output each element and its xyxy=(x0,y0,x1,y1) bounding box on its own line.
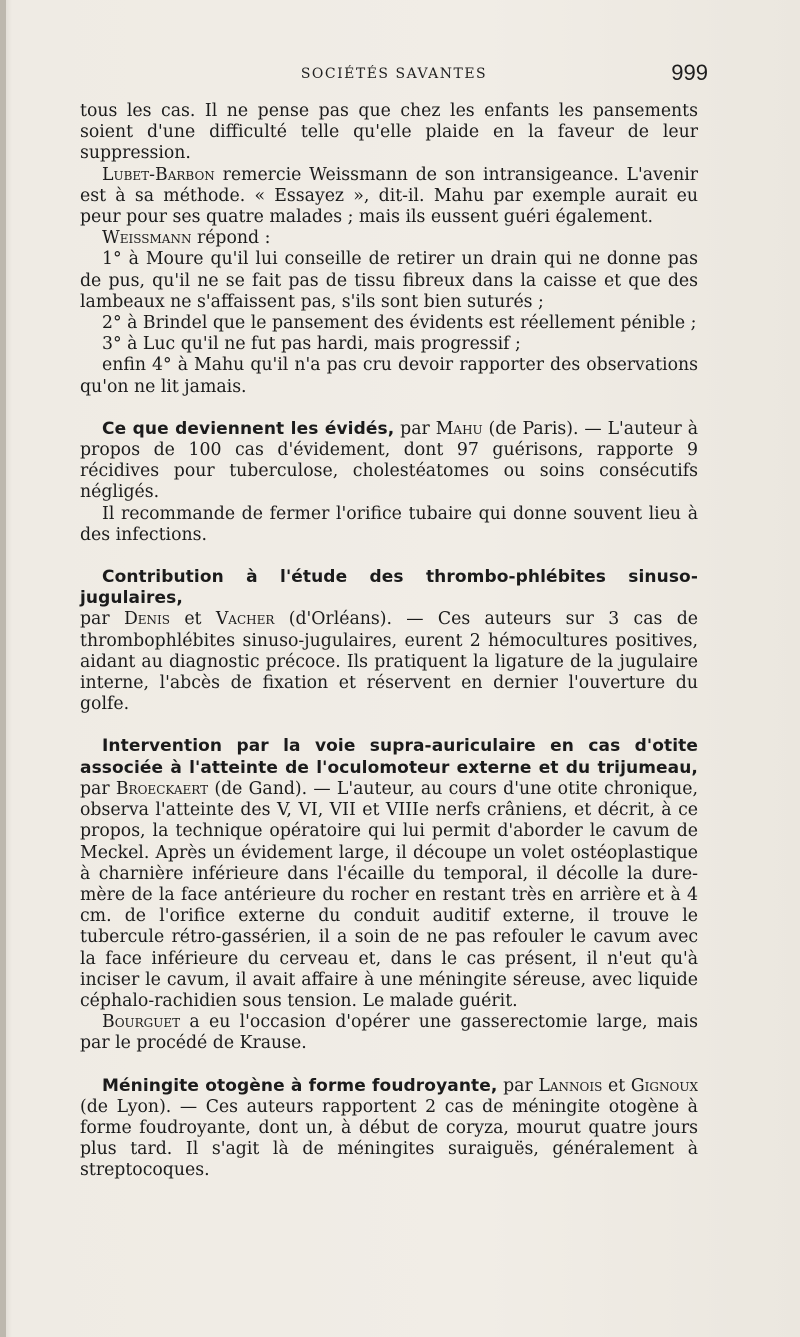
spacer xyxy=(80,715,698,736)
author-name: Lannois xyxy=(538,1075,603,1096)
article-heading: Intervention par la voie supra-auriculaire en cas d'otite associée à l'atteinte de l'oculomoteur externe et du trijumeau, xyxy=(80,736,698,778)
author-name: Denis xyxy=(123,609,171,630)
author-name: Broeckaert xyxy=(115,778,209,799)
author-name: Lubet-Barbon xyxy=(102,164,215,185)
paragraph-continuation: tous les cas. Il ne pense pas que chez les enfants les pansements soient d'une difficulté telle qu'elle plaide en la faveur de leur suppression. xyxy=(80,101,698,164)
author-name: Bourguet xyxy=(102,1012,181,1033)
reply-item-3: 3° à Luc qu'il ne fut pas hardi, mais progressif ; xyxy=(102,334,521,355)
article-thrombo-phlebites xyxy=(80,567,698,715)
reply-item-1: 1° à Moure qu'il lui conseille de retirer un drain qui ne donne pas de pus, qu'il ne se fait pas de tissu fibreux dans la caisse et que des lambeaux ne s'affaissent pas, s'ils sont bien suturés ; xyxy=(80,249,698,312)
article-text: (de Lyon). — Ces auteurs rapportent 2 cas de méningite otogène à forme foudroyante, dont un, à début de coryza, mourut quatre jours plus tard. Il s'agit là de méningites suraiguës, généralement à streptocoques. xyxy=(80,1096,698,1181)
reply-item-2: 2° à Brindel que le pansement des évidents est réellement pénible ; xyxy=(102,313,697,334)
paragraph-weissmann xyxy=(80,228,698,249)
article-heading: Ce que deviennent les évidés, xyxy=(102,418,395,439)
article-by: par xyxy=(80,609,124,630)
spacer xyxy=(80,1055,698,1076)
paragraph-text: remercie Weissmann de son intransigeance. L'avenir est à sa méthode. « Essayez », dit-il. Mahu par exemple aurait eu peur pour ses quatre malades ; mais ils eussent guéri également. xyxy=(80,164,698,228)
running-head xyxy=(80,60,708,90)
author-name: Gignoux xyxy=(630,1075,698,1096)
article-heading: Méningite otogène à forme foudroyante, xyxy=(102,1075,498,1096)
article-by: par xyxy=(394,418,436,439)
article-and: et xyxy=(170,609,216,630)
article-bourguet-followup xyxy=(80,1012,698,1054)
author-name: Weissmann xyxy=(102,228,192,249)
article-by: par xyxy=(80,778,116,799)
article-evides xyxy=(80,419,698,504)
reply-item-4: enfin 4° à Mahu qu'il n'a pas cru devoir rapporter des observations qu'on ne lit jamais. xyxy=(80,355,698,397)
article-heading: Contribution à l'étude des thrombo-phlébites sinuso-jugulaires, xyxy=(80,567,698,609)
article-evides-followup: Il recommande de fermer l'orifice tubaire qui donne souvent lieu à des infections. xyxy=(80,503,698,545)
article-text: (de Gand). — L'auteur, au cours d'une otite chronique, observa l'atteinte des V, VI, VII et VIIIe nerfs crâniens, et décrit, à ce propos, la technique opératoire qui lui permit d'aborder le cavum de Meckel. Après un évidement large, il découpe un volet ostéoplastique à charnière inférieure dans l'écaille du temporal, il décolle la dure-mère de la face antérieure du rocher en restant très en arrière et à 4 cm. de l'orifice externe du conduit auditif externe, il trouve le tubercule rétro-gassérien, il a soin de ne pas refouler le cavum avec la face inférieure du cerveau et, dans le cas présent, il n'eut qu'à inciser le cavum, il avait affaire à une méningite séreuse, avec liquide céphalo-rachidien sous tension. Le malade guérit. xyxy=(80,778,698,1011)
article-text: (d'Orléans). — Ces auteurs sur 3 cas de thrombophlébites sinuso-jugulaires, eurent 2 hémocultures positives, aidant au diagnostic précoce. Ils pratiquent la ligature de la jugulaire interne, l'abcès de fixation et réservent en dernier l'ouverture du golfe. xyxy=(80,609,698,715)
author-name: Vacher xyxy=(215,609,275,630)
article-by: par xyxy=(497,1075,539,1096)
author-name: Mahu xyxy=(435,418,483,439)
paragraph-text: répond : xyxy=(191,228,271,249)
article-meningite-otogene xyxy=(80,1076,698,1182)
spacer xyxy=(80,546,698,567)
body-text xyxy=(80,101,698,1182)
paragraph-lubet-barbon xyxy=(80,165,698,229)
article-text: a eu l'occasion d'opérer une gasserectomie large, mais par le procédé de Krause. xyxy=(80,1012,698,1054)
running-title: SOCIÉTÉS SAVANTES xyxy=(300,66,488,82)
page-number: 999 xyxy=(671,60,708,85)
binding-edge xyxy=(0,0,6,1337)
article-and: et xyxy=(602,1075,631,1096)
article-voie-supra-auriculaire xyxy=(80,736,698,1012)
article-text: (de Paris). — L'auteur à propos de 100 cas d'évidement, dont 97 guérisons, rapporte 9 récidives pour tuberculose, cholestéatomes ou soins consécutifs négligés. xyxy=(80,418,699,503)
spacer xyxy=(80,398,698,419)
